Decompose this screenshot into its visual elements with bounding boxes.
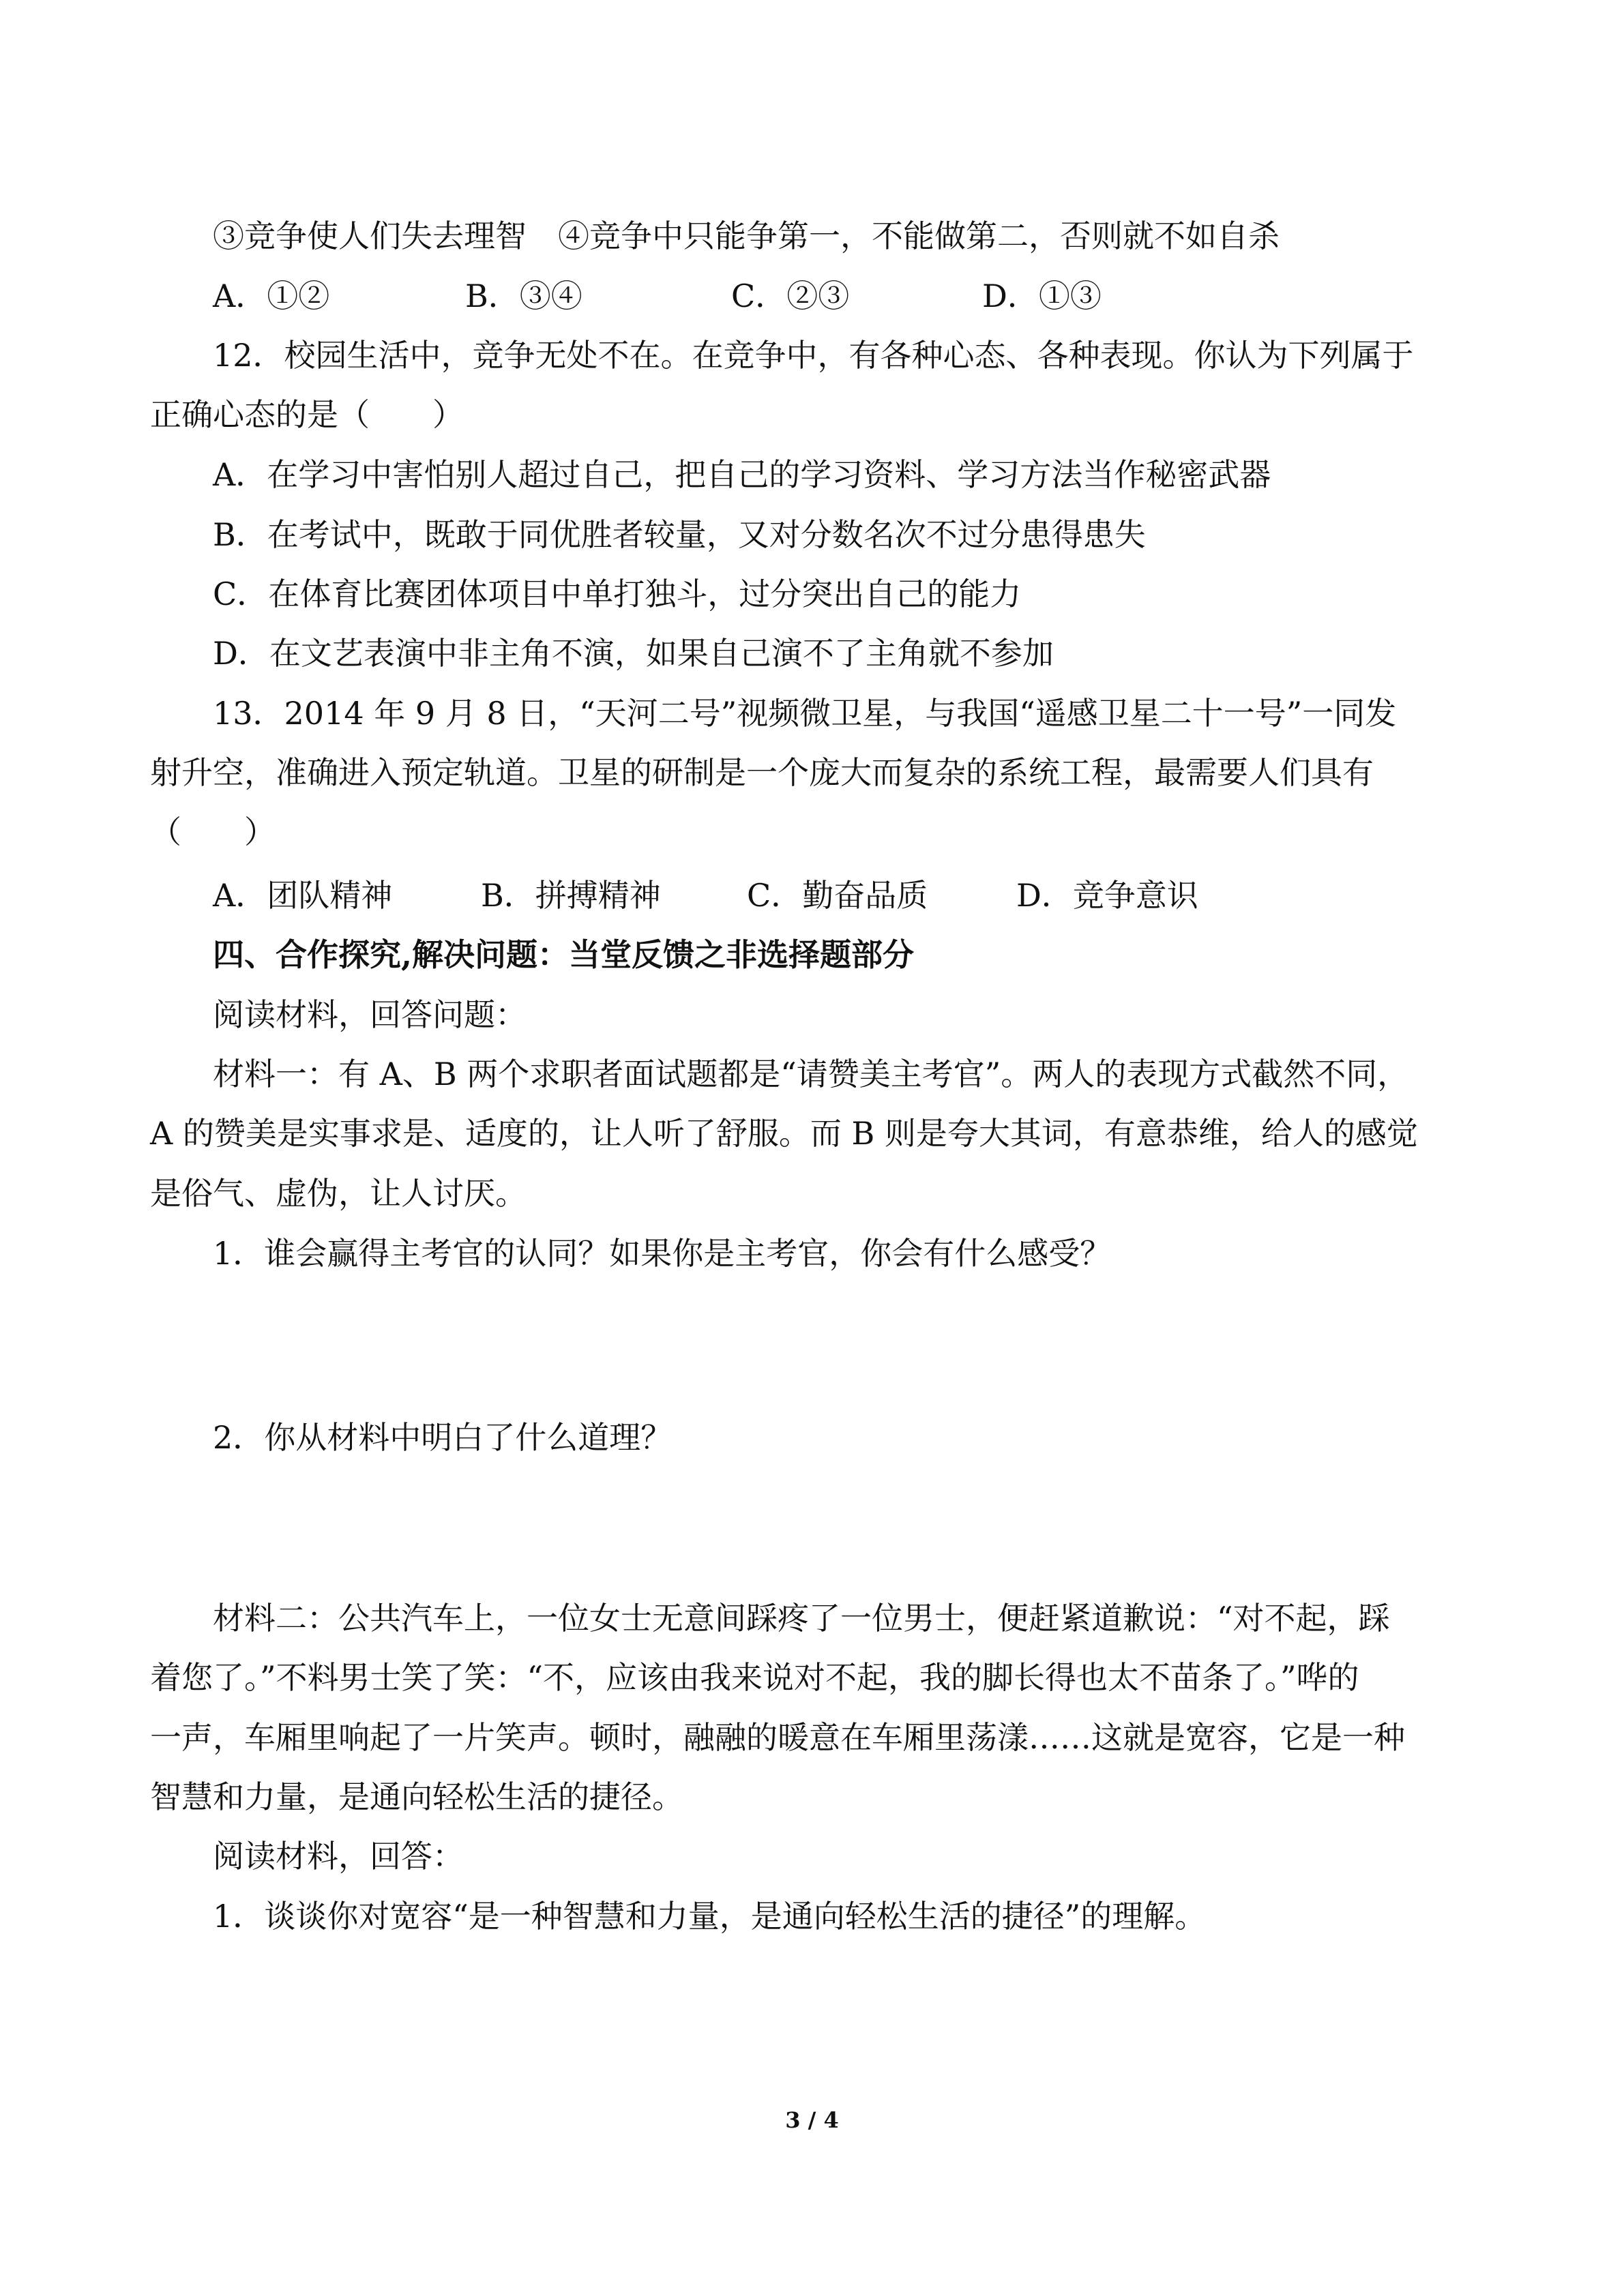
material2-question1: 1．谈谈你对宽容“是一种智慧和力量，是通向轻松生活的捷径”的理解。 <box>213 1898 1207 1935</box>
material1-line2: A 的赞美是实事求是、适度的，让人听了舒服。而 B 则是夸大其词，有意恭维，给人的感觉 <box>150 1115 1418 1152</box>
material1-question2: 2．你从材料中明白了什么道理？ <box>213 1419 673 1456</box>
q13-stem-line2: 射升空，准确进入预定轨道。卫星的研制是一个庞大而复杂的系统工程，最需要人们具有 <box>150 754 1374 791</box>
material1-line1: 材料一：有 A、B 两个求职者面试题都是“请赞美主考官”。两人的表现方式截然不同， <box>213 1056 1409 1092</box>
material2-line3: 一声，车厢里响起了一片笑声。顿时，融融的暖意在车厢里荡漾……这就是宽容，它是一种 <box>150 1719 1405 1756</box>
q11-option-a: A．①② <box>213 278 330 314</box>
q12-option-a: A．在学习中害怕别人超过自己，把自己的学习资料、学习方法当作秘密武器 <box>213 456 1271 493</box>
material2-line1: 材料二：公共汽车上，一位女士无意间踩疼了一位男士，便赶紧道歉说：“对不起，踩 <box>213 1600 1390 1637</box>
q11-option-c: C．②③ <box>731 278 850 314</box>
q13-option-d: D．竞争意识 <box>1016 877 1198 914</box>
section4-heading: 四、合作探究,解决问题：当堂反馈之非选择题部分 <box>213 936 915 973</box>
q12-option-c: C．在体育比赛团体项目中单打独斗，过分突出自己的能力 <box>213 576 1022 612</box>
q13-stem-line1: 13．2014 年 9 月 8 日，“天河二号”视频微卫星，与我国“遥感卫星二十一号”一同发 <box>213 695 1397 732</box>
q13-option-a: A．团队精神 <box>213 877 393 914</box>
q13-stem-line3: （ ） <box>150 814 276 850</box>
page-number: 3 / 4 <box>785 2107 839 2133</box>
material1-line3: 是俗气、虚伪，让人讨厌。 <box>150 1175 527 1212</box>
q12-stem-line1: 12．校园生活中，竞争无处不在。在竞争中，有各种心态、各种表现。你认为下列属于 <box>213 337 1414 374</box>
q11-continuation: ③竞争使人们失去理智 ④竞争中只能争第一，不能做第二，否则就不如自杀 <box>213 218 1280 254</box>
q13-option-b: B．拼搏精神 <box>481 877 661 914</box>
q11-option-d: D．①③ <box>982 278 1102 314</box>
material2-line2: 着您了。”不料男士笑了笑：“不，应该由我来说对不起，我的脚长得也太不苗条了。”哗的 <box>150 1659 1359 1696</box>
material2-intro: 阅读材料，回答： <box>213 1838 464 1875</box>
q12-option-b: B．在考试中，既敢于同优胜者较量，又对分数名次不过分患得患失 <box>213 516 1146 553</box>
q11-option-b: B．③④ <box>465 278 582 314</box>
section4-intro: 阅读材料，回答问题： <box>213 996 527 1033</box>
q12-option-d: D．在文艺表演中非主角不演，如果自己演不了主角就不参加 <box>213 635 1054 672</box>
material1-question1: 1．谁会赢得主考官的认同？如果你是主考官，你会有什么感受？ <box>213 1235 1112 1272</box>
q13-option-c: C．勤奋品质 <box>747 877 928 914</box>
material2-line4: 智慧和力量，是通向轻松生活的捷径。 <box>150 1778 683 1815</box>
q12-stem-line2: 正确心态的是（ ） <box>150 396 464 433</box>
